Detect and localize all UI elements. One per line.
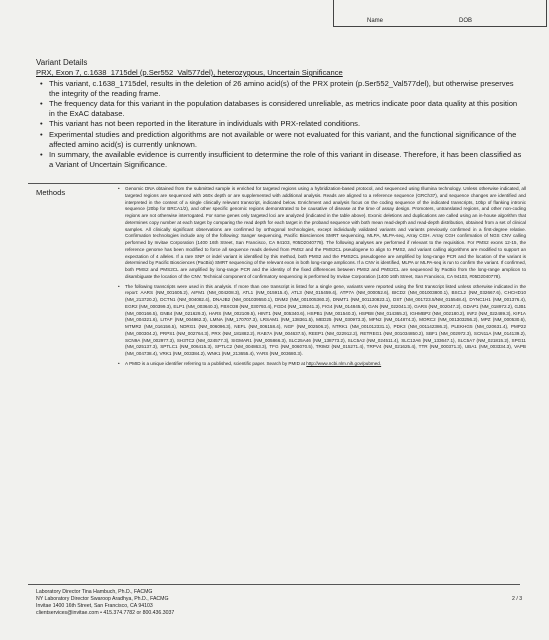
variant-bullet-5: • In summary, the available evidence is currently insufficient to determine the role of this variant in disease. Therefore, it has been classified as a Variant of Uncertain Significance. [40,150,525,169]
variant-details-list [40,79,525,170]
patient-header-box [333,0,547,27]
section-divider [28,183,520,184]
dob-label: DOB [459,18,473,24]
variant-bullet-2: • The frequency data for this variant in the population databases is considered unreliable, as metrics indicate poor data quality at this position in the ExAC database. [40,99,525,118]
methods-heading: Methods [36,188,66,197]
variant-bullet-3: • This variant has not been reported in the literature in individuals with PRX-related conditions. [40,119,525,129]
methods-paragraph-3 [118,361,526,368]
footer [36,589,174,617]
variant-bullet-4: • Experimental studies and prediction algorithms are not available or were not evaluated for this variant, and the functional significance of the affected amino acid(s) is currently unknown. [40,130,525,149]
methods-paragraph-1: • Genomic DNA obtained from the submitted sample is enriched for targeted regions using a hybridization-based protocol, and sequenced using Illumina technology. Unless otherwise indicated, all targeted regions are sequenced with ≥50x depth or are supplemented with additional analysis. Reads are aligned to a reference sequence (GRCh37), and sequence changes are identified and interpreted in the context of a single clinically relevant transcript, indicated below. Enrichment and analysis focus on the coding sequence of the indicated transcripts, 10bp of flanking intronic sequence (20bp for BRCA1/2), and other specific genomic regions demonstrated to be causative of disease at the time of assay design. Promoters, untranslated regions, and other non-coding regions are not otherwise interrogated. For some genes only targeted loci are analyzed (indicated in the table above). Exonic deletions and duplications are called using an in-house algorithm that determines copy number at each target by comparing the read depth for each target in the proband sequence with both mean read-depth and read-depth distribution, obtained from a set of clinical samples. All clinically significant observations are confirmed by orthogonal technologies, except individually validated variants and variants previously confirmed in a first-degree relative. Confirmation technologies include any of the following: Sanger sequencing, Pacific Biosciences SMRT sequencing, MLPA, MLPA-seq, Array CGH. Array CGH confirmation of NGS CNV calling performed by Invitae Corporation (1400 16th Street, San Francisco, CA 94103, #05D2040778). The following analyses are performed if relevant to the requisition. For PMS2 exons 12-15, the reference genome has been modified to force all sequence reads derived from PMS2 and the PMS2CL pseudogene to align to PMS2, and variant calling algorithms are modified to support an expectation of 4 alleles. If a rare SNP or indel variant is identified by this method, both PMS2 and the PMS2CL pseudogene are amplified by long-range PCR and the location of the variant is determined by Pacific Biosciences (PacBio) SMRT sequencing of the relevant exon in both long-range amplicons. If a CNV is identified, MLPA or MLPA-seq is run to confirm the variant. If confirmed, both PMS2 and PMS2CL are amplified by long-range PCR and the identity of the fixed differences between PMS2 and PMS2CL are sequenced by PacBio from the long-range amplicon to disambiguate the location of the CNV. Technical component of confirmatory sequencing is performed by Invitae Corporation (1400 16th Street, San Francisco, CA 94103, #05D2040778). [118,186,526,281]
name-label: Name [367,18,384,24]
contact-info: clientservices@invitae.com • 415.374.7782 or 800.436.3037 [36,610,175,616]
variant-details-title: Variant Details [36,58,88,67]
page-number: 2 / 3 [512,596,523,602]
ny-lab-director: NY Laboratory Director Swaroop Aradhya, Ph.D., FACMG [36,596,169,602]
footer-divider [28,584,520,585]
methods-paragraph-2: • The following transcripts were used in this analysis. If more than one transcript is listed for a single gene, variants were reported using the first transcript listed unless otherwise indicated in the report: AARS (NM_001605.2), AIFM1 (NM_004208.3), ATL1 (NM_015915.4), ATL3 (NM_015459.4), ATP7A (NM_000052.6), BICD2 (NM_001003800.1), BSCL2 (NM_032667.6), CHCHD10 (NM_213720.2), DCTN1 (NM_004082.4), DNAJB2 (NM_001039550.1), DNM2 (NM_001005360.2), DNMT1 (NM_001130823.1), DST (NM_001723.5/NM_015548.4), DYNC1H1 (NM_001376.4), EGR2 (NM_000399.3), ELP1 (NM_003640.3), FBXO38 (NM_030793.4), FGD4 (NM_139241.3), FIG4 (NM_014845.5), GAN (NM_022041.3), GARS (NM_002047.2), GDAP1 (NM_018972.2), GJB1 (NM_000166.5), GNB4 (NM_021629.3), HARS (NM_002109.5), HINT1 (NM_005340.6), HSPB1 (NM_001540.3), HSPB8 (NM_014365.2), IGHMBP2 (NM_002180.2), INF2 (NM_022489.3), KIF1A (NM_004321.6), LITAF (NM_004862.3), LMNA (NM_170707.3), LRSAM1 (NM_138361.5), MED25 (NM_030973.3), MFN2 (NM_014874.3), MORC2 (NM_001303256.2), MPZ (NM_000530.6), MTMR2 (NM_016156.5), NDRG1 (NM_006096.3), NEFL (NM_006158.4), NGF (NM_002506.2), NTRK1 (NM_001012331.1), PDK3 (NM_001142386.2), PLEKHG5 (NM_020631.4), PMP22 (NM_000304.2), PRPS1 (NM_002764.3), PRX (NM_181882.2), RAB7A (NM_004637.5), REEP1 (NM_022912.2), RETREG1 (NM_001034850.2), SBF1 (NM_002972.3), SCN11A (NM_014139.2), SCN9A (NM_002977.3), SH3TC2 (NM_024577.3), SIGMAR1 (NM_005866.3), SLC25A46 (NM_138773.2), SLC5A2 (NM_024511.4), SLC12A6 (NM_133647.1), SLC5A7 (NM_021815.2), SPG11 (NM_025137.3), SPTLC1 (NM_006415.3), SPTLC2 (NM_004863.3), TFG (NM_006070.5), TRIM2 (NM_015271.4), TRPV4 (NM_021625.4), TTR (NM_000371.3), UBA1 (NM_003334.3), VAPB (NM_004738.4), VRK1 (NM_003384.2), WNK1 (NM_213655.4), YARS (NM_003680.3). [118,284,526,358]
variant-bullet-1: • This variant, c.1638_1715del, results in the deletion of 26 amino acid(s) of the PRX protein (p.Ser552_Val577del), but otherwise preserves the integrity of the reading frame. [40,79,525,98]
lab-address: Invitae 1400 16th Street, San Francisco, CA 94103 [36,603,153,609]
variant-details-subtitle: PRX, Exon 7, c.1638_1715del (p.Ser552_Val577del), heterozygous, Uncertain Significance [36,68,343,77]
pmid-note: A PMID is a unique identifier referring to a published, scientific paper. Search by PMID at [125,360,307,366]
methods-body [118,186,526,371]
lab-director: Laboratory Director Tina Hambuch, Ph.D., FACMG [36,589,153,595]
pubmed-link[interactable]: http://www.ncbi.nlm.nih.gov/pubmed. [306,360,382,366]
